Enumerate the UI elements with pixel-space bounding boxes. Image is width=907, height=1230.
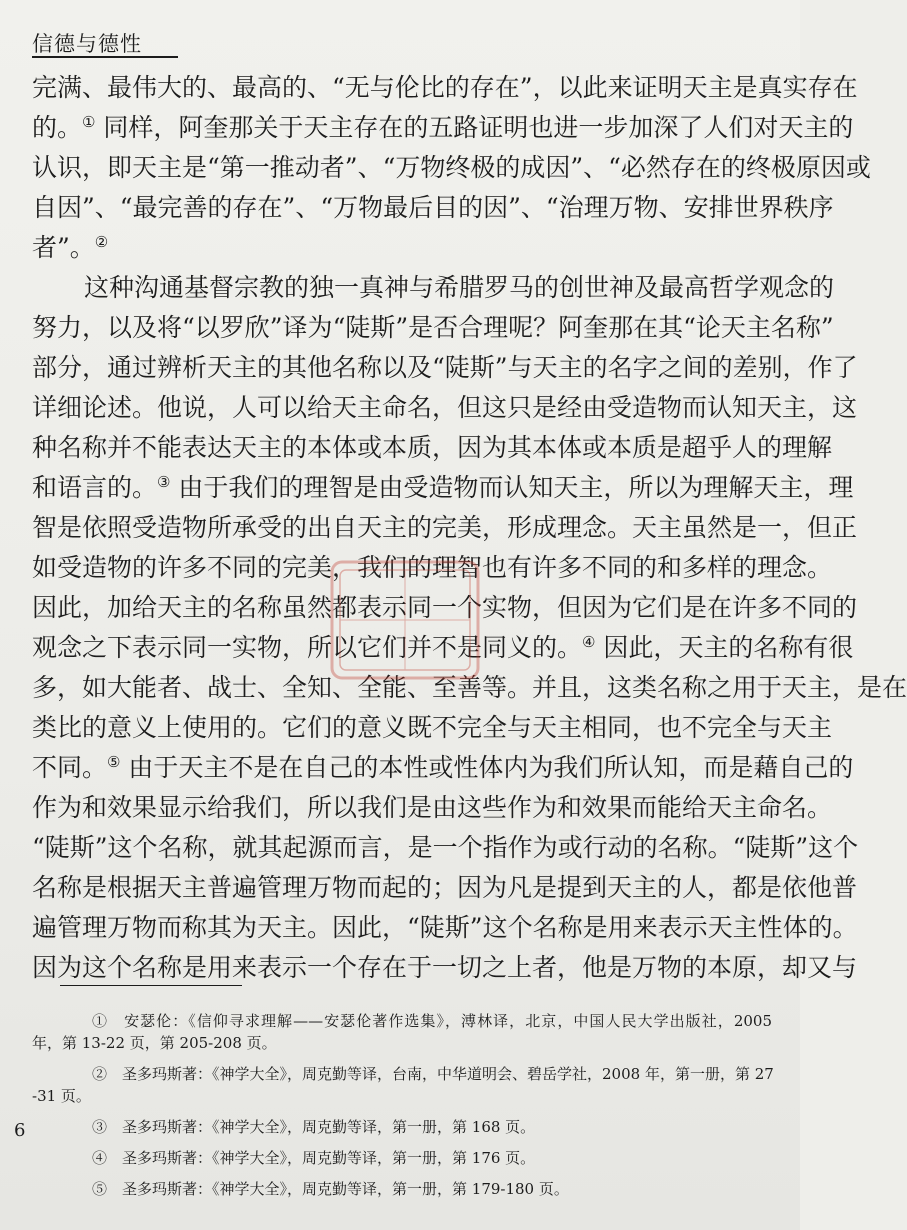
body-line-text: 这种沟通基督宗教的独一真神与希腊罗马的创世神及最高哲学观念的 (84, 273, 835, 302)
body-line (32, 868, 858, 908)
footnote-ref: ③ (157, 473, 171, 491)
body-line (32, 308, 834, 348)
footnote-line: ④ 圣多玛斯著：《神学大全》，周克勤等译，第一册，第 176 页。 (92, 1149, 536, 1167)
body-line (32, 388, 858, 428)
body-line-text: 部分，通过辨析天主的其他名称以及“陡斯”与天主的名字之间的差别，作了 (32, 353, 858, 382)
footnote-line: ② 圣多玛斯著：《神学大全》，周克勤等译，台南，中华道明会、碧岳学社，2008 年，第一册，第 27 (92, 1065, 774, 1083)
body-line (32, 108, 854, 148)
footnote-line: ⑤ 圣多玛斯著：《神学大全》，周克勤等译，第一册，第 179-180 页。 (92, 1180, 569, 1198)
body-line-text: 因此，加给天主的名称虽然都表示同一个实物，但因为它们是在许多不同的 (32, 593, 858, 622)
body-line (32, 228, 768, 268)
body-line-text: “陡斯”这个名称，就其起源而言，是一个指作为或行动的名称。“陡斯”这个 (32, 833, 859, 862)
body-line (32, 948, 858, 988)
body-line-text: 认识，即天主是“第一推动者”、“万物终极的成因”、“必然存在的终极原因或 (32, 153, 871, 182)
body-line-text: 完满、最伟大的、最高的、“无与伦比的存在”，以此来证明天主是真实存在 (32, 73, 858, 102)
body-line-text: 由于我们的理智是由受造物而认知天主，所以为理解天主，理 (170, 473, 854, 502)
body-line-text: 努力，以及将“以罗欣”译为“陡斯”是否合理呢？阿奎那在其“论天主名称” (32, 313, 834, 342)
body-line (32, 708, 833, 748)
footnotes (32, 1010, 774, 1209)
body-line-text: 种名称并不能表达天主的本体或本质，因为其本体或本质是超乎人的理解 (32, 433, 833, 462)
body-line-text: 类比的意义上使用的。它们的意义既不完全与天主相同，也不完全与天主 (32, 713, 833, 742)
body-line-text: 多，如大能者、战士、全知、全能、至善等。并且，这类名称之用于天主，是在 (32, 673, 907, 702)
footnote-line: ① 安瑟伦：《信仰寻求理解——安瑟伦著作选集》，溥林译，北京，中国人民大学出版社，2005 (92, 1012, 772, 1030)
footnote-line: ③ 圣多玛斯著：《神学大全》，周克勤等译，第一册，第 168 页。 (92, 1118, 536, 1136)
body-line (32, 468, 854, 508)
body-line-text: 同样，阿奎那关于天主存在的五路证明也进一步加深了人们对天主的 (95, 113, 854, 142)
running-head: 信德与德性 (32, 32, 142, 56)
body-line (32, 748, 854, 788)
body-line-text: 自因”、“最完善的存在”、“万物最后目的因”、“治理万物、安排世界秩序 (32, 193, 834, 222)
footnote-ref: ⑤ (107, 753, 121, 771)
body-line-text: 和语言的。 (32, 473, 158, 502)
body-line (32, 908, 858, 948)
body-line-text: 因此，天主的名称有很 (595, 633, 854, 662)
body-line-text: 名称是根据天主普遍管理万物而起的；因为凡是提到天主的人，都是依他普 (32, 873, 858, 902)
body-line (32, 828, 859, 868)
body-line (32, 188, 834, 228)
footnote-line: -31 页。 (32, 1087, 91, 1105)
footnote-ref: ② (94, 233, 109, 251)
body-line-text: 观念之下表示同一实物，所以它们并不是同义的。 (32, 633, 583, 662)
body-line (32, 348, 858, 388)
seal-stamp (330, 560, 480, 680)
footnote-line: 年，第 13-22 页，第 205-208 页。 (32, 1034, 277, 1052)
footnote-ref: ④ (582, 633, 596, 651)
header-rule (32, 56, 178, 58)
body-line (32, 268, 835, 308)
body-line-text: 遍管理万物而称其为天主。因此，“陡斯”这个名称是用来表示天主性体的。 (32, 913, 858, 942)
body-line (32, 68, 858, 108)
body-line-text: 者”。 (32, 233, 95, 262)
body-line (32, 508, 858, 548)
body-line-text: 如受造物的许多不同的完美，我们的理智也有许多不同的和多样的理念。 (32, 553, 833, 582)
body-line-text: 智是依照受造物所承受的出自天主的完美，形成理念。天主虽然是一，但正 (32, 513, 858, 542)
body-line (32, 428, 833, 468)
body-line-text: 详细论述。他说，人可以给天主命名，但这只是经由受造物而认知天主，这 (32, 393, 858, 422)
footnote-rule (60, 985, 242, 986)
body-line-text: 的。 (32, 113, 83, 142)
body-line-text: 不同。 (32, 753, 108, 782)
body-line (32, 788, 833, 828)
body-text (32, 68, 907, 988)
body-line-text: 因为这个名称是用来表示一个存在于一切之上者，他是万物的本原，却又与 (32, 953, 858, 982)
footnote-ref: ① (82, 113, 96, 131)
body-line (32, 148, 871, 188)
body-line-text: 作为和效果显示给我们，所以我们是由这些作为和效果而能给天主命名。 (32, 793, 833, 822)
body-line-text: 由于天主不是在自己的本性或性体内为我们所认知，而是藉自己的 (120, 753, 854, 782)
page-number: 6 (14, 1120, 26, 1141)
